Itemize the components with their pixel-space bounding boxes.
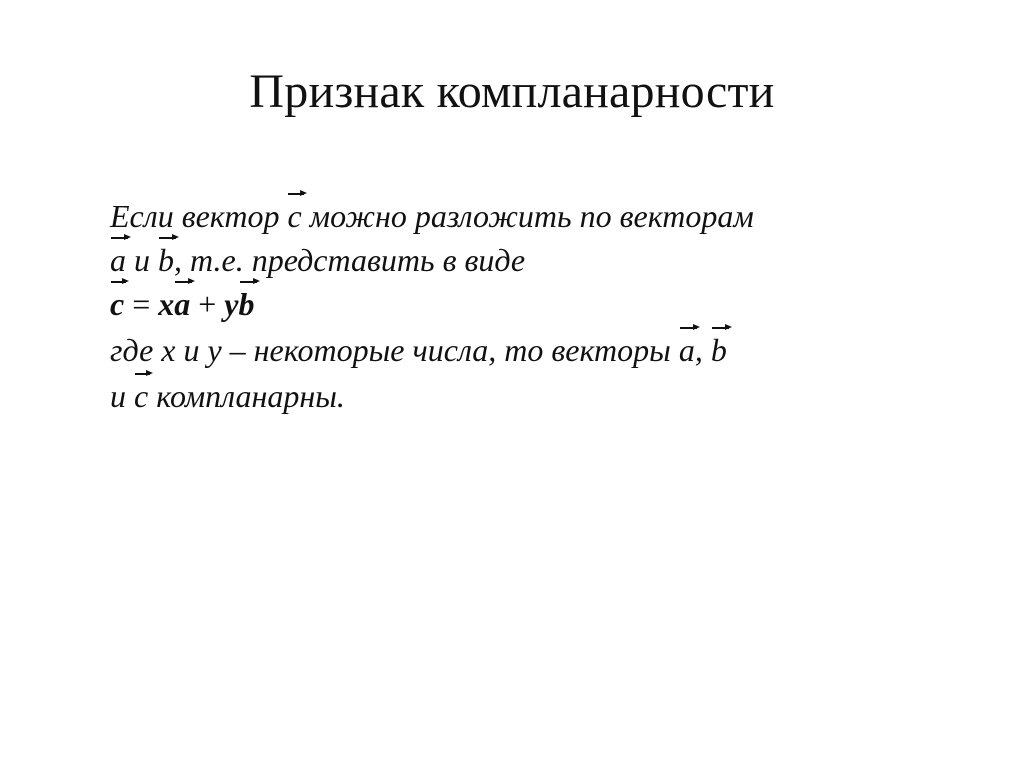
vector-a: a [110,242,126,278]
line5-vector-c: c [134,378,149,414]
formula-vector-b: b [238,286,255,322]
formula-plus: + [190,286,225,322]
formula-line [110,284,255,324]
slide-title: Признак компланарности [249,65,775,118]
theorem-line-2 [110,240,525,280]
vector-c: c [287,198,302,234]
line5-text-before: и [110,378,134,414]
formula-vector-a: a [174,286,191,322]
line2-conjunction: и [126,242,158,278]
formula-coef-x: x [158,286,175,322]
line4-vector-b: b [710,332,727,368]
formula-coef-y: y [224,286,239,322]
vector-b: b [158,242,174,278]
formula-equals: = [124,286,159,322]
line4-vector-a: a [678,332,695,368]
line4-text-before: где x и y – некоторые числа, то векторы [110,332,679,368]
theorem-line-1 [110,196,754,236]
line2-text-after: , т.е. представить в виде [174,242,526,278]
line1-text-before: Если вектор [110,198,288,234]
theorem-line-5 [110,376,345,416]
line1-text-after: можно разложить по векторам [301,198,754,234]
line5-text-after: компланарны. [148,378,345,414]
formula-vector-c: c [110,286,125,322]
line4-comma: , [694,332,711,368]
theorem-line-4 [110,330,727,370]
